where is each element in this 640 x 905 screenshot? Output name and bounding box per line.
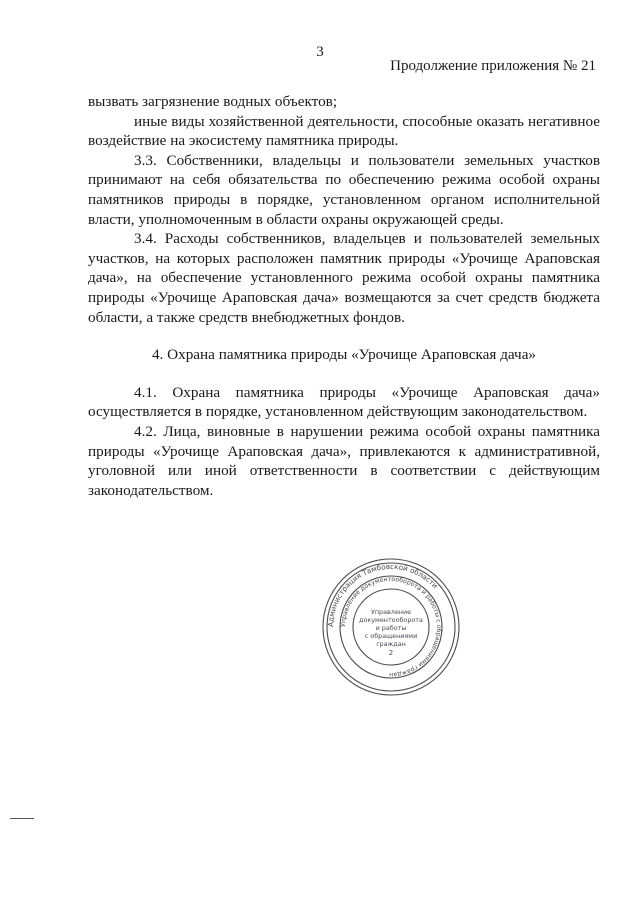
spacer <box>88 365 600 383</box>
stamp-center-line-5: граждан <box>376 640 406 648</box>
stamp-center-line-3: и работы <box>375 624 407 632</box>
stamp-center-line-4: с обращениями <box>364 632 418 640</box>
spacer <box>88 327 600 345</box>
appendix-continuation-label: Продолжение приложения № 21 <box>390 58 596 74</box>
stamp-number: 2 <box>388 649 394 657</box>
stamp-center-line-2: документооборота <box>359 616 423 624</box>
official-stamp-seal <box>320 556 462 698</box>
paragraph-other-activities: иные виды хозяйственной деятельности, способные оказать негативное воздействие на экосистему памятника природы. <box>88 112 600 150</box>
paragraph-3-4: 3.4. Расходы собственников, владельцев и пользователей земельных участков, на которых расположен памятник природы «Урочище Араповская дача», на обеспечение установленного режима особой охраны памятника природы «Урочище Араповская дача» возмещаются за счет средств бюджета области, а также средств внебюджетных фондов. <box>88 230 600 326</box>
paragraph-3-3: 3.3. Собственники, владельцы и пользователи земельных участков принимают на себя обязательства по обеспечению режима особой охраны памятников природы в порядке, установленном органом исполнительной власти, уполномоченным в области охраны окружающей среды. <box>88 151 600 228</box>
paragraph-4-2: 4.2. Лица, виновные в нарушении режима особой охраны памятника природы «Урочище Араповская дача», привлекаются к административной, уголовной или иной ответственности в соответствии с действующим законодательством. <box>88 422 600 499</box>
stamp-inner-text: Управление документооборота и работы с обращениями граждан <box>339 575 443 679</box>
stamp-outer-text: Администрация Тамбовской области <box>325 561 440 628</box>
paragraph-water-pollution: вызвать загрязнение водных объектов; <box>88 93 338 110</box>
stamp-center-line-1: Управление <box>370 608 412 616</box>
document-body <box>88 92 600 500</box>
page-number: 3 <box>316 44 324 60</box>
section-heading-4: 4. Охрана памятника природы «Урочище Араповская дача» <box>151 346 537 364</box>
paragraph-4-1: 4.1. Охрана памятника природы «Урочище Араповская дача» осуществляется в порядке, установленном действующим законодательством. <box>88 383 600 421</box>
margin-mark <box>10 818 34 819</box>
